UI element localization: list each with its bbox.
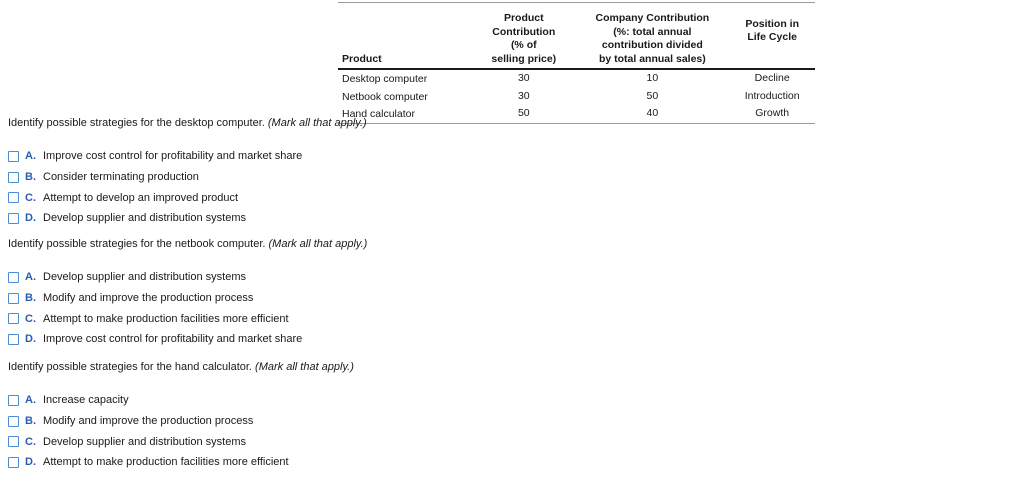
option-b[interactable] (8, 411, 354, 432)
option-c[interactable] (8, 308, 367, 329)
checkbox[interactable] (8, 457, 19, 468)
option-text: Develop supplier and distribution systems (43, 435, 246, 448)
cell-position: Introduction (744, 89, 800, 102)
question-desktop-computer (8, 116, 367, 229)
option-letter: A. (25, 394, 36, 407)
checkbox[interactable] (8, 293, 19, 304)
option-text: Attempt to develop an improved product (43, 191, 239, 204)
option-a[interactable] (8, 390, 354, 411)
option-text: Consider terminating production (43, 171, 199, 184)
option-text: Develop supplier and distribution systems (43, 271, 246, 284)
question-text: Identify possible strategies for the netbook computer. (8, 238, 266, 250)
option-letter: D. (25, 456, 36, 469)
table-row (338, 88, 815, 106)
table-header-row (338, 3, 815, 70)
option-b[interactable] (8, 167, 367, 188)
question-text: Identify possible strategies for the hand calculator. (8, 361, 252, 373)
option-text: Modify and improve the production process (43, 292, 254, 305)
header-product: Product (338, 3, 472, 70)
option-letter: C. (25, 435, 36, 448)
option-letter: C. (25, 191, 36, 204)
options-list (8, 146, 367, 229)
cell-position: Growth (755, 107, 790, 119)
question-hand-calculator (8, 360, 354, 473)
cell-product-contribution: 30 (517, 72, 530, 84)
option-letter: A. (25, 150, 36, 163)
header-product-contribution: Product Contribution (% of selling price) (472, 3, 575, 70)
cell-product: Netbook computer (342, 90, 428, 103)
cell-product: Hand calculator (342, 108, 415, 120)
question-instruction: (Mark all that apply.) (268, 238, 368, 250)
option-letter: D. (25, 212, 36, 225)
option-text: Develop supplier and distribution systems (43, 212, 246, 225)
option-text: Attempt to make production facilities more efficient (43, 312, 289, 325)
option-letter: C. (25, 312, 36, 325)
question-text: Identify possible strategies for the desktop computer. (8, 117, 265, 129)
option-d[interactable] (8, 208, 367, 229)
header-company-contribution: Company Contribution (%: total annual contribution divided by total annual sales) (575, 3, 729, 70)
option-letter: B. (25, 415, 36, 428)
checkbox[interactable] (8, 213, 19, 224)
cell-position: Decline (754, 72, 790, 84)
option-letter: D. (25, 333, 36, 346)
option-b[interactable] (8, 288, 367, 309)
options-list (8, 390, 354, 473)
option-d[interactable] (8, 329, 367, 350)
checkbox[interactable] (8, 172, 19, 183)
cell-company-contribution: 50 (646, 89, 659, 102)
option-text: Attempt to make production facilities more efficient (43, 456, 289, 469)
cell-product-contribution: 50 (517, 107, 530, 119)
option-letter: A. (25, 271, 36, 284)
option-letter: B. (25, 171, 36, 184)
checkbox[interactable] (8, 192, 19, 203)
question-netbook-computer (8, 237, 367, 350)
checkbox[interactable] (8, 272, 19, 283)
table-row (338, 105, 815, 123)
cell-company-contribution: 40 (646, 107, 659, 119)
question-prompt (8, 237, 367, 251)
product-data-table (338, 2, 815, 124)
option-a[interactable] (8, 146, 367, 167)
cell-product-contribution: 30 (517, 89, 530, 102)
question-prompt (8, 116, 367, 130)
option-text: Modify and improve the production process (43, 415, 254, 428)
options-list (8, 267, 367, 350)
option-text: Increase capacity (43, 394, 129, 407)
option-text: Improve cost control for profitability and market share (43, 333, 303, 346)
checkbox[interactable] (8, 436, 19, 447)
checkbox[interactable] (8, 313, 19, 324)
question-prompt (8, 360, 354, 374)
header-position-in-life-cycle: Position in Life Cycle (729, 3, 815, 70)
option-letter: B. (25, 292, 36, 305)
option-text: Improve cost control for profitability and market share (43, 150, 303, 163)
question-instruction: (Mark all that apply.) (255, 361, 354, 373)
checkbox[interactable] (8, 416, 19, 427)
checkbox[interactable] (8, 395, 19, 406)
option-c[interactable] (8, 187, 367, 208)
option-d[interactable] (8, 452, 354, 473)
checkbox[interactable] (8, 151, 19, 162)
question-instruction: (Mark all that apply.) (267, 117, 367, 129)
table-row (338, 69, 815, 88)
cell-product: Desktop computer (342, 73, 428, 85)
option-a[interactable] (8, 267, 367, 288)
option-c[interactable] (8, 431, 354, 452)
checkbox[interactable] (8, 334, 19, 345)
cell-company-contribution: 10 (646, 72, 659, 84)
